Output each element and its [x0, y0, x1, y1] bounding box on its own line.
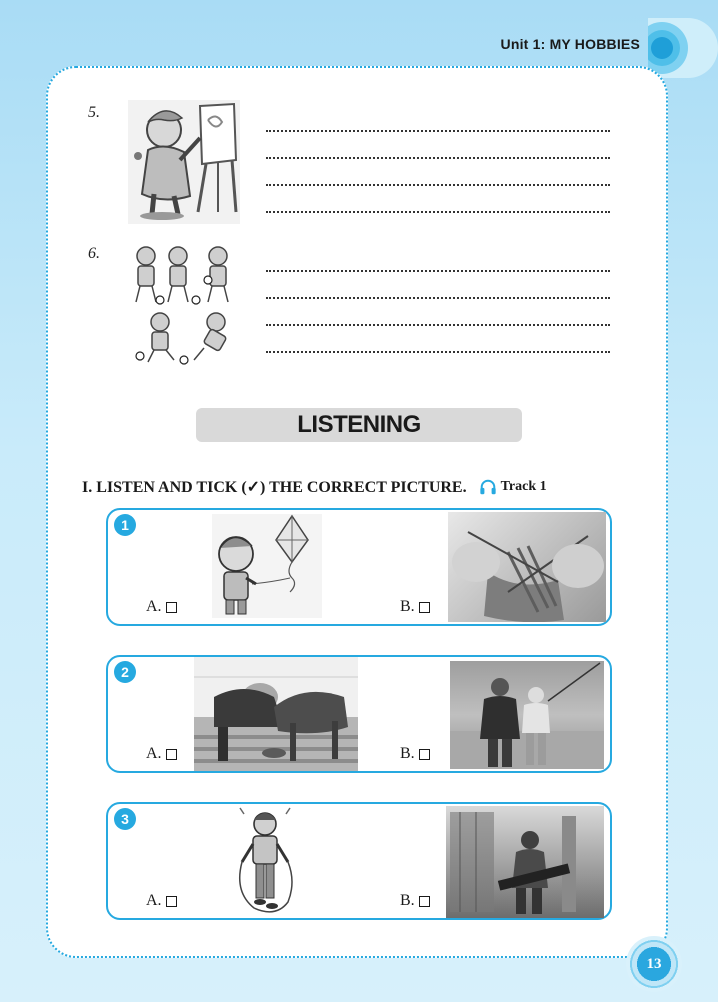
boy-skipping-rope-picture	[232, 806, 298, 916]
instruction-text: I. LISTEN AND TICK (✓) THE CORRECT PICTURE.	[82, 479, 467, 496]
option-a-label: A.	[146, 745, 162, 762]
answer-line[interactable]	[266, 324, 610, 326]
question-box	[106, 655, 612, 773]
option-a[interactable]	[146, 745, 177, 763]
answer-line[interactable]	[266, 270, 610, 272]
page-number: 13	[626, 936, 682, 992]
question-number: 2	[114, 661, 136, 683]
answer-line[interactable]	[266, 130, 610, 132]
headphone-icon	[479, 478, 497, 496]
option-a-label: A.	[146, 892, 162, 909]
man-playing-keyboard-photo	[446, 806, 604, 918]
question-number: 1	[114, 514, 136, 536]
option-a[interactable]	[146, 598, 177, 616]
option-b[interactable]	[400, 745, 430, 763]
option-b-label: B.	[400, 892, 415, 909]
knitting-photo	[448, 512, 606, 622]
girl-painting-picture	[128, 100, 240, 224]
answer-line[interactable]	[266, 211, 610, 213]
option-b-label: B.	[400, 598, 415, 615]
option-a-label: A.	[146, 598, 162, 615]
listening-instruction	[82, 477, 547, 497]
tick-box[interactable]	[419, 749, 430, 760]
tick-box[interactable]	[419, 602, 430, 613]
answer-line[interactable]	[266, 297, 610, 299]
children-football-picture	[130, 244, 240, 366]
unit-title: Unit 1: MY HOBBIES	[500, 36, 640, 52]
answer-line[interactable]	[266, 184, 610, 186]
answer-line[interactable]	[266, 157, 610, 159]
question-box	[106, 802, 612, 920]
answer-line[interactable]	[266, 351, 610, 353]
listening-banner: LISTENING	[196, 408, 522, 442]
option-b-label: B.	[400, 745, 415, 762]
tick-box[interactable]	[166, 602, 177, 613]
question-box	[106, 508, 612, 626]
track-label: Track 1	[500, 479, 547, 494]
exercise-number: 6.	[88, 245, 100, 262]
question-number: 3	[114, 808, 136, 830]
tick-box[interactable]	[166, 896, 177, 907]
girl-flying-kite-picture	[212, 514, 322, 618]
father-son-fishing-photo	[450, 661, 604, 769]
tick-box[interactable]	[419, 896, 430, 907]
tick-box[interactable]	[166, 749, 177, 760]
option-b[interactable]	[400, 598, 430, 616]
header-tab-decoration	[648, 18, 718, 78]
option-a[interactable]	[146, 892, 177, 910]
option-b[interactable]	[400, 892, 430, 910]
exercise-number: 5.	[88, 104, 100, 121]
woman-feeding-dog-photo	[194, 657, 358, 771]
